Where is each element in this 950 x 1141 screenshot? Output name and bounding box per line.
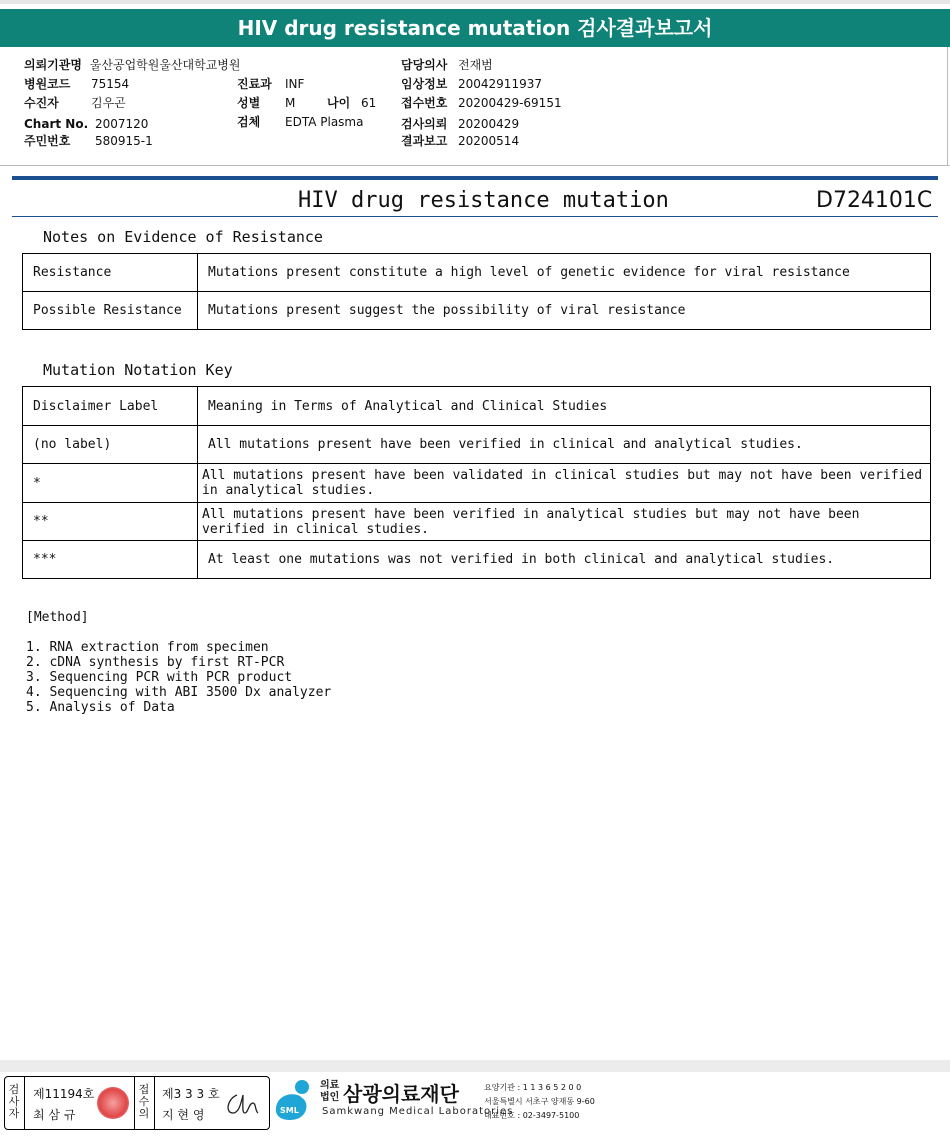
- table-row: [23, 464, 931, 503]
- value: INF: [285, 77, 305, 91]
- label: 주민번호: [24, 134, 71, 148]
- signature-box: [4, 1076, 270, 1130]
- field-receipt-number: [401, 95, 562, 111]
- org-name-en: Samkwang Medical Laboratories: [322, 1106, 514, 1117]
- label: 병원코드: [24, 77, 71, 91]
- seal-stamp-icon: [97, 1087, 129, 1119]
- table-row: [23, 541, 931, 579]
- row-text: Meaning in Terms of Analytical and Clinical Studies: [198, 387, 931, 426]
- row-text: Mutations present suggest the possibility of viral resistance: [198, 292, 931, 330]
- value: M: [285, 96, 296, 110]
- label: 나이: [327, 96, 351, 110]
- receiver-label: [137, 1084, 151, 1120]
- field-resident-number: [24, 133, 153, 149]
- header-right-border: [947, 47, 948, 165]
- notation-heading: Mutation Notation Key: [43, 361, 233, 379]
- field-chart-no: [24, 116, 148, 132]
- value: 전재범: [458, 58, 493, 72]
- label: 진료과: [237, 77, 272, 91]
- row-text: All mutations present have been verified in analytical studies but may not have been verified in clinical studies.: [198, 503, 931, 541]
- org-info-address: 서울특별시 서초구 양재동 9-60: [484, 1097, 595, 1106]
- value: 20042911937: [458, 77, 542, 91]
- sml-logo-icon: [272, 1078, 316, 1122]
- method-step: 1. RNA extraction from specimen: [26, 640, 269, 655]
- divider: [134, 1077, 135, 1129]
- title-underline: [12, 216, 938, 217]
- org-info-code: 요양기관 : 1 1 3 6 5 2 0 0: [484, 1083, 582, 1092]
- org-name: 삼광의료재단: [343, 1082, 459, 1106]
- receiver-license: 제3 3 3 호: [162, 1087, 220, 1101]
- report-title: HIV drug resistance mutation 검사결과보고서: [0, 9, 950, 47]
- table-row: [23, 292, 931, 330]
- value: 580915-1: [95, 134, 153, 148]
- footer-band: [0, 1060, 950, 1072]
- label: 결과보고: [401, 134, 448, 148]
- char: 사: [8, 1095, 20, 1108]
- examiner-license: 제11194호: [33, 1087, 95, 1101]
- field-department: [237, 76, 304, 92]
- value: 20200429-69151: [458, 96, 562, 110]
- field-specimen: [237, 114, 363, 130]
- field-hospital-code: [24, 76, 129, 92]
- label: 접수번호: [401, 96, 448, 110]
- label: 의뢰기관명: [24, 58, 82, 72]
- char: 수: [138, 1095, 150, 1108]
- field-patient-name: [24, 95, 126, 111]
- document-code: D724101C: [816, 188, 933, 213]
- value: 울산공업학원울산대학교병원: [89, 58, 241, 72]
- label: 수진자: [24, 96, 59, 110]
- field-sex: [237, 95, 295, 111]
- divider: [154, 1077, 155, 1129]
- field-requesting-institution: [24, 57, 241, 73]
- org-prefix-bottom: 법인: [320, 1092, 340, 1103]
- org-prefix-top: 의료: [320, 1080, 340, 1091]
- label: 임상정보: [401, 77, 448, 91]
- examiner-name: 최 삼 규: [33, 1108, 76, 1122]
- char: 검: [8, 1083, 20, 1096]
- label: 담당의사: [401, 58, 448, 72]
- document-title: HIV drug resistance mutation: [298, 188, 669, 213]
- header-divider: [0, 165, 950, 166]
- value: 2007120: [95, 117, 149, 131]
- value: 20200429: [458, 117, 520, 131]
- row-label: **: [23, 503, 198, 541]
- char: 의: [138, 1107, 150, 1120]
- logo-text: SML: [280, 1106, 299, 1115]
- field-request-date: [401, 116, 519, 132]
- method-step: 5. Analysis of Data: [26, 700, 175, 715]
- evidence-heading: Notes on Evidence of Resistance: [43, 228, 323, 246]
- method-step: 3. Sequencing PCR with PCR product: [26, 670, 293, 685]
- char: 자: [8, 1107, 20, 1120]
- examiner-label: [7, 1084, 21, 1120]
- row-label: (no label): [23, 426, 198, 464]
- evidence-table: [22, 253, 931, 330]
- table-row: [23, 426, 931, 464]
- label: Chart No.: [24, 117, 89, 131]
- field-age: [327, 95, 376, 111]
- row-label: Disclaimer Label: [23, 387, 198, 426]
- char: 접: [138, 1083, 150, 1096]
- label: 검체: [237, 115, 261, 129]
- receiver-name: 지 현 영: [162, 1108, 205, 1122]
- method-section: [26, 610, 331, 715]
- label: 성별: [237, 96, 261, 110]
- method-step: 2. cDNA synthesis by first RT-PCR: [26, 655, 285, 670]
- label: 검사의뢰: [401, 117, 448, 131]
- org-info-phone: 대표번호 : 02-3497-5100: [484, 1111, 580, 1120]
- row-label: Possible Resistance: [23, 292, 198, 330]
- section-top-rule: [12, 176, 938, 180]
- row-text: All mutations present have been verified in clinical and analytical studies.: [198, 426, 931, 464]
- signature-icon: [223, 1089, 261, 1119]
- field-report-date: [401, 133, 519, 149]
- value: 김우곤: [91, 96, 126, 110]
- table-row: [23, 387, 931, 426]
- value: 20200514: [458, 134, 520, 148]
- org-prefix: [320, 1080, 339, 1104]
- top-strip: [0, 0, 950, 4]
- value: 75154: [91, 77, 130, 91]
- value: EDTA Plasma: [285, 115, 364, 129]
- row-label: ***: [23, 541, 198, 579]
- row-label: *: [23, 464, 198, 503]
- field-physician: [401, 57, 493, 73]
- row-text: At least one mutations was not verified in both clinical and analytical studies.: [198, 541, 931, 579]
- table-row: [23, 254, 931, 292]
- table-row: [23, 503, 931, 541]
- method-step: 4. Sequencing with ABI 3500 Dx analyzer: [26, 685, 332, 700]
- notation-table: [22, 386, 931, 579]
- value: 61: [361, 96, 377, 110]
- divider: [24, 1077, 25, 1129]
- row-label: Resistance: [23, 254, 198, 292]
- row-text: All mutations present have been validated in clinical studies but may not have been verified in analytical studies.: [198, 464, 931, 503]
- row-text: Mutations present constitute a high level of genetic evidence for viral resistance: [198, 254, 931, 292]
- method-heading: [Method]: [26, 610, 89, 625]
- field-clinical-info: [401, 76, 542, 92]
